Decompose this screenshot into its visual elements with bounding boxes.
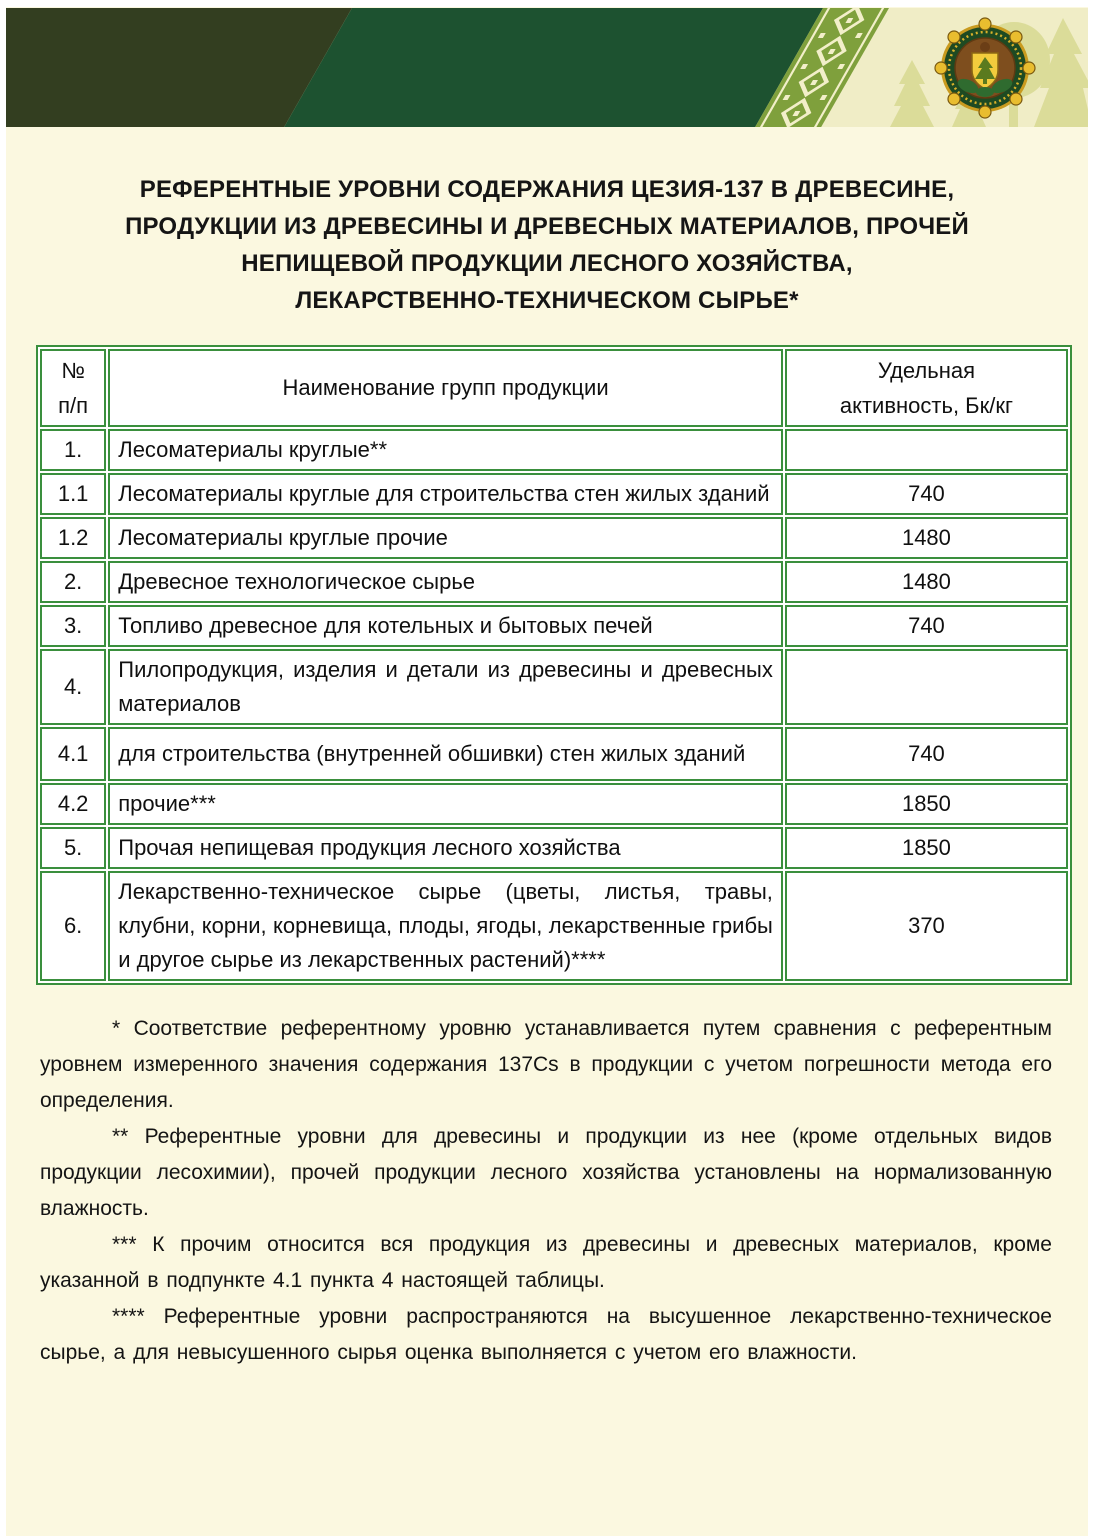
activity-value: 370 — [785, 871, 1068, 981]
row-number: 5. — [40, 827, 106, 869]
table-row — [40, 727, 1068, 781]
title-line: НЕПИЩЕВОЙ ПРОДУКЦИИ ЛЕСНОГО ХОЗЯЙСТВА, — [241, 250, 853, 277]
table-row — [40, 429, 1068, 471]
column-header-number — [40, 349, 106, 427]
activity-value: 740 — [785, 473, 1068, 515]
title-line: ПРОДУКЦИИ ИЗ ДРЕВЕСИНЫ И ДРЕВЕСНЫХ МАТЕРИАЛОВ, ПРОЧЕЙ — [125, 213, 969, 240]
banner-dark-green-section — [284, 8, 823, 127]
activity-value: 1850 — [785, 783, 1068, 825]
column-header-name: Наименование групп продукции — [108, 349, 783, 427]
row-number: 1.2 — [40, 517, 106, 559]
row-number: 4.1 — [40, 727, 106, 781]
table-row — [40, 827, 1068, 869]
activity-value — [785, 649, 1068, 725]
product-group-name: Древесное технологическое сырье — [108, 561, 783, 603]
product-group-name: Лесоматериалы круглые** — [108, 429, 783, 471]
product-group-name: Лесоматериалы круглые для строительства стен жилых зданий — [108, 473, 783, 515]
product-group-name: Лекарственно-техническое сырье (цветы, листья, травы, клубни, корни, корневища, плоды, ягоды, лекарственные грибы и другое сырье из лекарственных растений)**** — [108, 871, 783, 981]
title-line: ЛЕКАРСТВЕННО-ТЕХНИЧЕСКОМ СЫРЬЕ* — [295, 287, 799, 314]
activity-value: 1480 — [785, 561, 1068, 603]
footnote: *** К прочим относится вся продукция из древесины и древесных материалов, кроме указанной в подпункте 4.1 пункта 4 настоящей таблицы. — [40, 1233, 1052, 1292]
title-line: РЕФЕРЕНТНЫЕ УРОВНИ СОДЕРЖАНИЯ ЦЕЗИЯ-137 В ДРЕВЕСИНЕ, — [139, 176, 955, 203]
row-number: 4. — [40, 649, 106, 725]
activity-value: 740 — [785, 605, 1068, 647]
product-group-name: Пилопродукция, изделия и детали из древесины и древесных материалов — [108, 649, 783, 725]
emblem-crest-icon — [980, 42, 990, 52]
header-number-bottom: п/п — [58, 393, 89, 418]
table-row — [40, 871, 1068, 981]
product-group-name: для строительства (внутренней обшивки) стен жилых зданий — [108, 727, 783, 781]
table-row — [40, 517, 1068, 559]
table-row — [40, 561, 1068, 603]
header-activity-top: Удельная — [877, 358, 976, 383]
page-background — [6, 7, 1088, 1536]
reference-levels-table — [36, 345, 1072, 985]
product-group-name: прочие*** — [108, 783, 783, 825]
forestry-emblem-logo — [935, 18, 1035, 118]
footnotes-section — [40, 1011, 1052, 1371]
product-group-name: Топливо древесное для котельных и бытовых печей — [108, 605, 783, 647]
footnote: **** Референтные уровни распространяются на высушенное лекарственно-техническое сырье, а для невысушенного сырья оценка выполняется с учетом его влажности. — [40, 1305, 1052, 1364]
activity-value — [785, 429, 1068, 471]
row-number: 4.2 — [40, 783, 106, 825]
activity-value: 1480 — [785, 517, 1068, 559]
row-number: 1.1 — [40, 473, 106, 515]
activity-value: 740 — [785, 727, 1068, 781]
table-row — [40, 605, 1068, 647]
product-group-name: Прочая непищевая продукция лесного хозяйства — [108, 827, 783, 869]
row-number: 3. — [40, 605, 106, 647]
table-container — [36, 345, 1088, 985]
header-number-top: № — [61, 358, 85, 383]
activity-value: 1850 — [785, 827, 1068, 869]
banner-diagonal-sections — [6, 8, 889, 127]
header-banner — [6, 8, 1088, 127]
product-group-name: Лесоматериалы круглые прочие — [108, 517, 783, 559]
row-number: 1. — [40, 429, 106, 471]
table-header-row — [40, 349, 1068, 427]
page-title — [24, 171, 1070, 319]
row-number: 2. — [40, 561, 106, 603]
table-row — [40, 473, 1068, 515]
table-row — [40, 649, 1068, 725]
column-header-activity — [785, 349, 1068, 427]
table-row — [40, 783, 1068, 825]
header-activity-bottom: активность, Бк/кг — [839, 393, 1013, 418]
footnote: * Соответствие референтному уровню устанавливается путем сравнения с референтным уровнем измеренного значения содержания 137Cs в продукции с учетом погрешности метода его определения. — [40, 1017, 1052, 1112]
row-number: 6. — [40, 871, 106, 981]
footnote: ** Референтные уровни для древесины и продукции из нее (кроме отдельных видов продукции лесохимии), прочей продукции лесного хозяйства установлены на нормализованную влажность. — [40, 1125, 1052, 1220]
